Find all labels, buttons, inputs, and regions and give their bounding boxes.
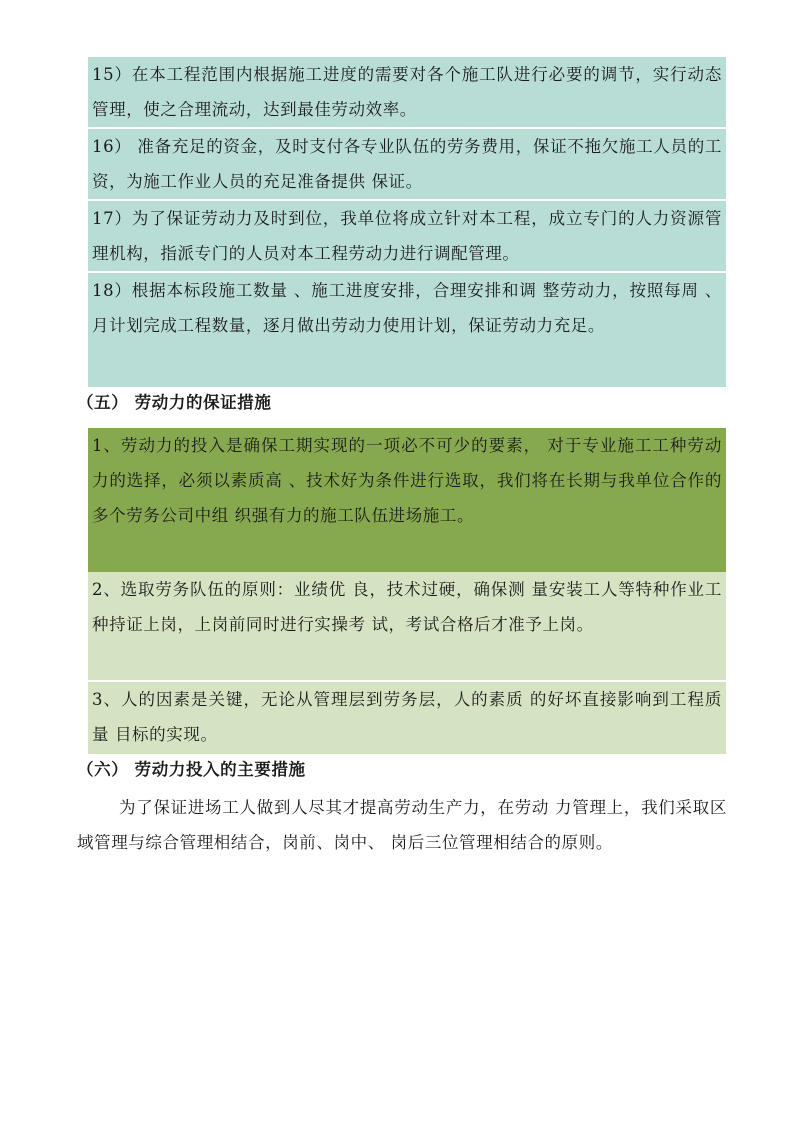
list-item-text: 1、劳动力的投入是确保工期实现的一项必不可少的要素， 对于专业施工工种劳动力的选择，必须以素质高 、技术好为条件进行选取，我们将在长期与我单位合作的多个劳务公司中组 织强有力的施工队伍进场施工。 xyxy=(92,436,722,525)
list-item-2 xyxy=(88,572,726,680)
list-item-15 xyxy=(88,57,726,127)
list-item-16 xyxy=(88,129,726,199)
list-item-text: 18）根据本标段施工数量 、施工进度安排，合理安排和调 整劳动力，按照每周 、月计划完成工程数量，逐月做出劳动力使用计划，保证劳动力充足。 xyxy=(92,281,722,335)
list-item-text: 17）为了保证劳动力及时到位，我单位将成立针对本工程，成立专门的人力资源管理机构，指派专门的人员对本工程劳动力进行调配管理。 xyxy=(92,209,722,263)
list-item-text: 3、人的因素是关键，无论从管理层到劳务层，人的素质 的好坏直接影响到工程质量 目标的实现。 xyxy=(92,690,722,744)
list-item-17 xyxy=(88,201,726,271)
list-item-text: 16） 准备充足的资金，及时支付各专业队伍的劳务费用，保证不拖欠施工人员的工资，为施工作业人员的充足准备提供 保证。 xyxy=(92,137,722,191)
list-item-text: 15）在本工程范围内根据施工进度的需要对各个施工队进行必要的调节，实行动态管理，使之合理流动，达到最佳劳动效率。 xyxy=(92,65,722,119)
list-item-text: 2、选取劳务队伍的原则：业绩优 良，技术过硬，确保测 量安装工人等特种作业工种持证上岗，上岗前同时进行实操考 试，考试合格后才准予上岗。 xyxy=(92,580,722,634)
section-heading-5: （五） 劳动力的保证措施 xyxy=(77,393,272,412)
list-item-3 xyxy=(88,682,726,754)
list-item-18 xyxy=(88,273,726,387)
body-paragraph: 为了保证进场工人做到人尽其才提高劳动生产力，在劳动 力管理上，我们采取区域管理与综合管理相结合，岗前、岗中、 岗后三位管理相结合的原则。 xyxy=(77,798,727,852)
section-heading-6: （六） 劳动力投入的主要措施 xyxy=(77,760,306,779)
list-item-1 xyxy=(88,428,726,572)
